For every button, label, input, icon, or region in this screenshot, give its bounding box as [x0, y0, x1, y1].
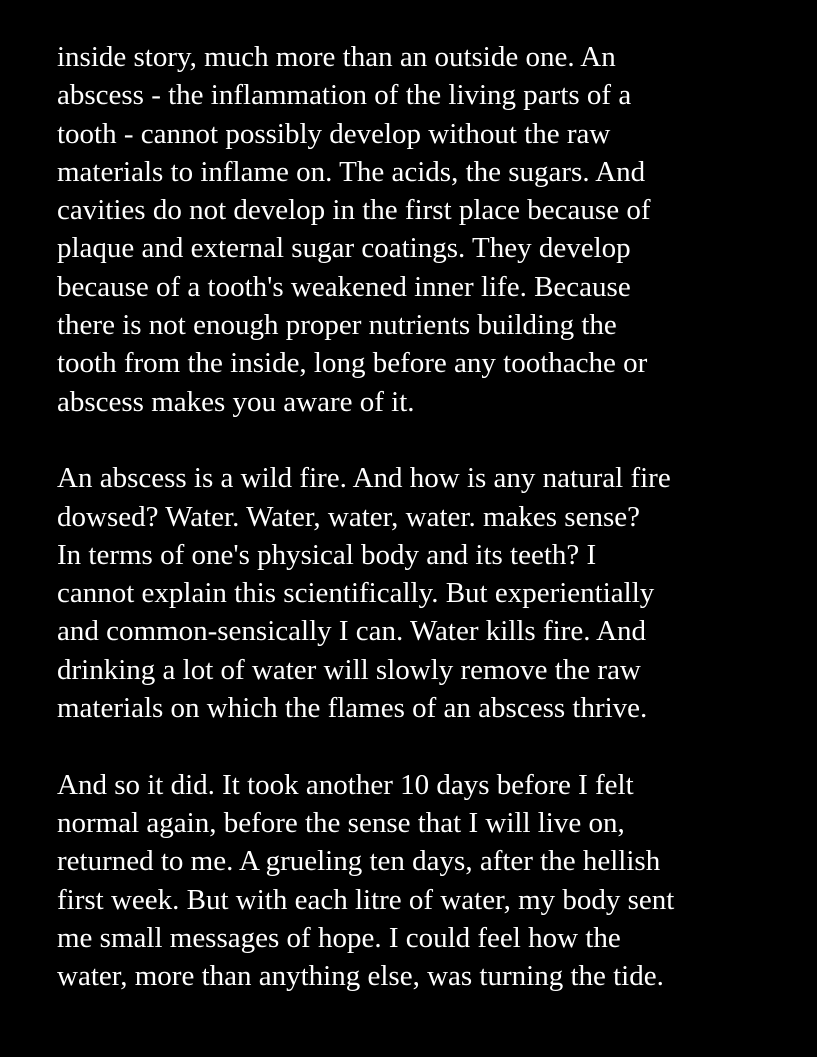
paragraph-3: [57, 766, 797, 996]
text-line: materials on which the flames of an abscess thrive.: [57, 692, 648, 725]
text-line: inside story, much more than an outside one. An: [57, 41, 616, 73]
text-line: plaque and external sugar coatings. They develop: [57, 232, 631, 265]
paragraph-gap: [57, 727, 797, 765]
text-line: normal again, before the sense that I will live on,: [57, 806, 625, 839]
document-page: [57, 38, 797, 995]
text-line: tooth from the inside, long before any toothache or: [57, 347, 648, 380]
text-line: first week. But with each litre of water, my body sent: [57, 883, 675, 916]
text-line: In terms of one's physical body and its teeth? I: [57, 538, 597, 571]
paragraph-gap: [57, 421, 797, 459]
text-line: because of a tooth's weakened inner life. Because: [57, 270, 631, 303]
text-line: there is not enough proper nutrients building the: [57, 309, 617, 342]
text-line: me small messages of hope. I could feel how the: [57, 921, 621, 954]
text-line: abscess - the inflammation of the living parts of a: [57, 79, 632, 112]
text-line: drinking a lot of water will slowly remove the raw: [57, 653, 641, 686]
text-line: materials to inflame on. The acids, the sugars. And: [57, 155, 646, 188]
text-line: and common-sensically I can. Water kills fire. And: [57, 615, 647, 648]
text-line: cannot explain this scientifically. But experientially: [57, 577, 655, 610]
text-line: And so it did. It took another 10 days before I felt: [57, 768, 634, 801]
text-line: dowsed? Water. Water, water, water. makes sense?: [57, 500, 640, 533]
text-line: tooth - cannot possibly develop without the raw: [57, 117, 611, 150]
text-line: cavities do not develop in the first place because of: [57, 194, 651, 227]
text-line: water, more than anything else, was turning the tide.: [57, 960, 664, 993]
text-line: returned to me. A grueling ten days, after the hellish: [57, 845, 661, 878]
paragraph-1: [57, 38, 797, 421]
paragraph-2: [57, 459, 797, 727]
text-line: abscess makes you aware of it.: [57, 385, 415, 418]
text-line: An abscess is a wild fire. And how is any natural fire: [57, 462, 671, 495]
